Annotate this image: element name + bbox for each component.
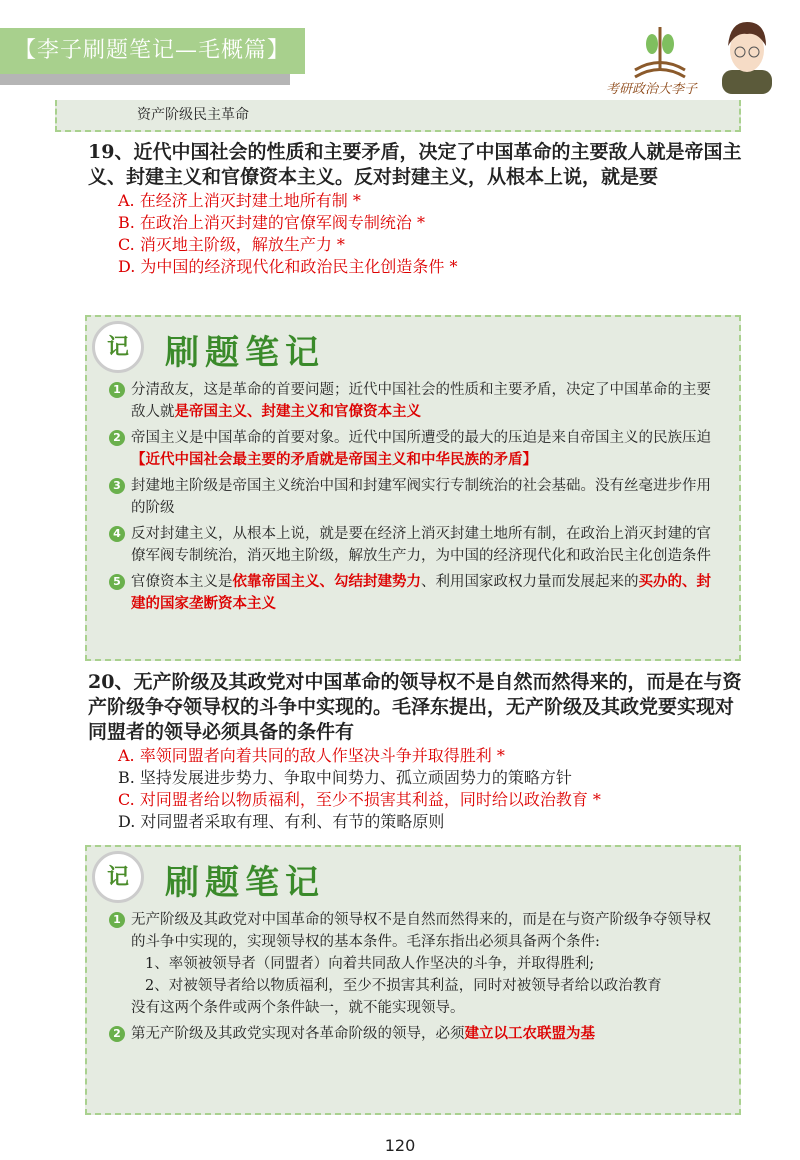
option-a: A. 在经济上消灭封建土地所有制 * xyxy=(118,191,361,210)
note-item: 2 帝国主义是中国革命的首要对象。近代中国所遭受的最大的压迫是来自帝国主义的民族压迫【近代中国社会最主要的矛盾就是帝国主义和中华民族的矛盾】 xyxy=(109,427,721,471)
note-item: 4 反对封建主义，从根本上说，就是要在经济上消灭封建土地所有制，在政治上消灭封建的官僚军阀专制统治，消灭地主阶级，解放生产力，为中国的经济现代化和政治民主化创造条件 xyxy=(109,523,721,567)
note-icon: 记 xyxy=(92,321,144,373)
note-item: 5 官僚资本主义是依靠帝国主义、勾结封建势力、利用国家政权力量而发展起来的买办的、封建的国家垄断资本主义 xyxy=(109,571,721,615)
page-number: 120 xyxy=(384,1136,416,1155)
avatar xyxy=(718,18,776,94)
previous-note-box: 资产阶级民主革命 xyxy=(55,100,741,132)
note-title: 刷题笔记 xyxy=(165,333,325,373)
note-box-1 xyxy=(85,315,741,661)
note-icon: 记 xyxy=(92,851,144,903)
banner-shadow xyxy=(0,74,290,85)
question-stem: 20、无产阶级及其政党对中国革命的领导权不是自然而然得来的，而是在与资产阶级争夺领导权的斗争中实现的。毛泽东提出，无产阶级及其政党要实现对同盟者的领导必须具备的条件有 xyxy=(88,671,742,743)
option-c: C. 消灭地主阶级，解放生产力 * xyxy=(118,235,345,254)
option-c: C. 对同盟者给以物质福利，至少不损害其利益，同时给以政治教育 * xyxy=(118,790,601,809)
note-item: 1 无产阶级及其政党对中国革命的领导权不是自然而然得来的，而是在与资产阶级争夺领导权的斗争中实现的，实现领导权的基本条件。毛泽东指出必须具备两个条件: 1、率领被领导者（同盟者）向着共同敌人作坚决的斗争，并取得胜利; 2、对被领导者给以物质福利，至少不损害其利益，同时对被领导者给以政治教育 没有这两个条件或两个条件缺一，就不能实现领导。 xyxy=(109,909,721,1019)
question-20 xyxy=(88,670,748,833)
option-a: A. 率领同盟者向着共同的敌人作坚决斗争并取得胜利 * xyxy=(118,746,505,765)
header-banner: 【李子刷题笔记—毛概篇】 xyxy=(0,28,305,74)
option-d: D. 为中国的经济现代化和政治民主化创造条件 * xyxy=(118,257,458,276)
option-d: D. 对同盟者采取有理、有利、有节的策略原则 xyxy=(118,812,445,831)
note-box-2 xyxy=(85,845,741,1115)
brand-text: 考研政治大李子 xyxy=(606,82,698,97)
option-b: B. 在政治上消灭封建的官僚军阀专制统治 * xyxy=(118,213,426,232)
question-19 xyxy=(88,140,748,278)
note-item: 1 分清敌友，这是革命的首要问题；近代中国社会的性质和主要矛盾，决定了中国革命的主要敌人就是帝国主义、封建主义和官僚资本主义 xyxy=(109,379,721,423)
option-b: B. 坚持发展进步势力、争取中间势力、孤立顽固势力的策略方针 xyxy=(118,768,572,787)
note-item: 2 第无产阶级及其政党实现对各革命阶级的领导，必须建立以工农联盟为基 xyxy=(109,1023,721,1045)
question-stem: 19、近代中国社会的性质和主要矛盾，决定了中国革命的主要敌人就是帝国主义、封建主义和官僚资本主义。反对封建主义，从根本上说，就是要 xyxy=(88,141,742,188)
note-title: 刷题笔记 xyxy=(165,863,325,903)
note-item: 3 封建地主阶级是帝国主义统治中国和封建军阀实行专制统治的社会基础。没有丝毫进步作用的阶级 xyxy=(109,475,721,519)
